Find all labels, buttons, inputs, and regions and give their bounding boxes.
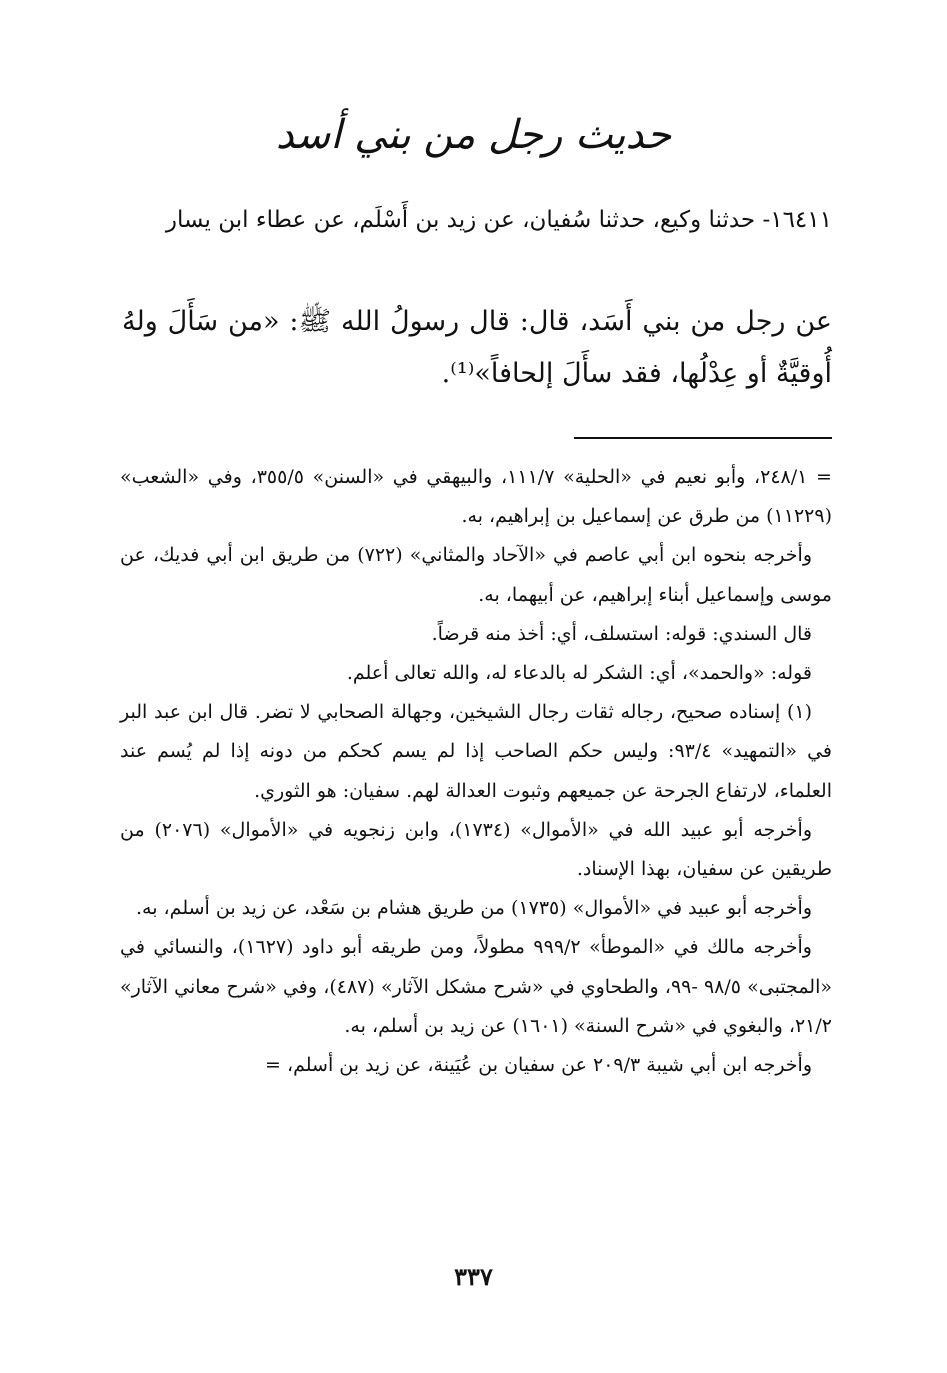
chapter-heading: حديث رجل من بني أسد [275, 112, 672, 158]
footnote-paragraph: وأخرجه أبو عبيد الله في «الأموال» (١٧٣٤)، وابن زنجويه في «الأموال» (٢٠٧٦) من طريقين عن سفيان، بهذا الإسناد. [120, 818, 832, 881]
page-number: ٣٣٧ [454, 1262, 493, 1291]
footnote-paragraph: = ٢٤٨/١، وأبو نعيم في «الحلية» ١١١/٧، والبيهقي في «السنن» ٣٥٥/٥، وفي «الشعب» (١١٢٢٩) من طرق عن إسماعيل بن إبراهيم، به. [120, 466, 832, 528]
hadith-matn: عن رجل من بني أَسَد، قال: قال رسولُ الله ﷺ: «من سَأَلَ ولهُ أُوقيَّةٌ أو عِدْلُها، فقد سأَلَ إلحافاً»⁽¹⁾. [122, 306, 832, 389]
footnote-paragraph: قوله: «والحمد»، أي: الشكر له بالدعاء له، والله تعالى أعلم. [346, 662, 812, 685]
footnotes [120, 458, 832, 1085]
footnote-paragraph: وأخرجه مالك في «الموطأ» ٩٩٩/٢ مطولاً، ومن طريقه أبو داود (١٦٢٧)، والنسائي في «المجتبى» ٩٨/٥ -٩٩، والطحاوي في «شرح مشكل الآثار» (٤٨٧)، وفي «شرح معاني الآثار» ٢١/٢، والبغوي في «شرح السنة» (١٦٠١) عن زيد بن أسلم، به. [120, 936, 832, 1037]
footnote-paragraph: وأخرجه بنحوه ابن أبي عاصم في «الآحاد والمثاني» (٧٢٢) من طريق ابن أبي فديك، عن موسى وإسماعيل أبناء إبراهيم، عن أبيهما، به. [120, 544, 832, 606]
footnote-divider [574, 437, 832, 439]
footnote-paragraph: وأخرجه ابن أبي شيبة ٢٠٩/٣ عن سفيان بن عُيَينة، عن زيد بن أسلم، = [265, 1054, 812, 1077]
footnote-paragraph: (١) إسناده صحيح، رجاله ثقات رجال الشيخين، وجهالة الصحابي لا تضر. قال ابن عبد البر في «التمهيد» ٩٣/٤: وليس حكم الصاحب إذا لم يسم كحكم من دونه إذا لم يُسم عند العلماء، لارتفاع الجرحة عن جميعهم وثبوت العدالة لهم. سفيان: هو الثوري. [120, 701, 832, 802]
footnote-paragraph: وأخرجه أبو عبيد في «الأموال» (١٧٣٥) من طريق هشام بن سَعْد، عن زيد بن أسلم، به. [136, 897, 812, 920]
footnote-paragraph: قال السندي: قوله: استسلف، أي: أخذ منه قرضاً. [431, 622, 812, 645]
hadith-isnad: ١٦٤١١- حدثنا وكيع، حدثنا سُفيان، عن زيد بن أَسْلَم، عن عطاء ابن يسار [165, 207, 832, 233]
